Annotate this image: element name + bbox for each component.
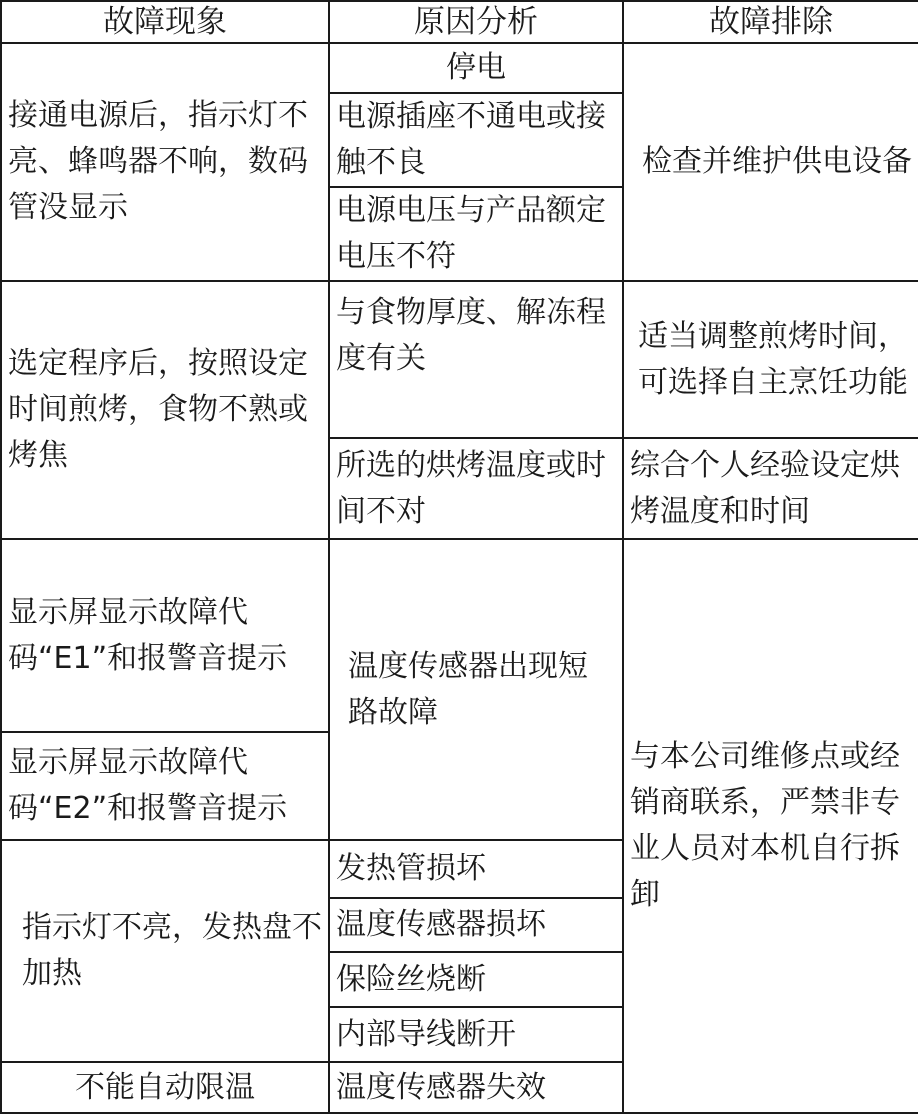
header-cause: 原因分析 xyxy=(329,1,623,43)
cause-cell: 所选的烘烤温度或时间不对 xyxy=(329,438,623,539)
table-row xyxy=(1,43,918,93)
cause-cell: 电源插座不通电或接触不良 xyxy=(329,93,623,187)
cause-cell: 温度传感器损坏 xyxy=(329,898,623,952)
header-symptom: 故障现象 xyxy=(1,1,329,43)
symptom-cell: 选定程序后，按照设定时间煎烤，食物不熟或烤焦 xyxy=(1,281,329,539)
cause-cell: 保险丝烧断 xyxy=(329,952,623,1007)
remedy-cell: 综合个人经验设定烘烤温度和时间 xyxy=(623,438,918,539)
header-row xyxy=(1,1,918,43)
symptom-cell: 显示屏显示故障代码“E1”和报警音提示 xyxy=(1,539,329,732)
symptom-cell: 接通电源后，指示灯不亮、蜂鸣器不响，数码管没显示 xyxy=(1,43,329,281)
symptom-cell: 不能自动限温 xyxy=(1,1062,329,1113)
symptom-cell: 显示屏显示故障代码“E2”和报警音提示 xyxy=(1,732,329,840)
cause-cell: 发热管损坏 xyxy=(329,840,623,898)
cause-cell: 温度传感器失效 xyxy=(329,1062,623,1113)
cause-cell: 内部导线断开 xyxy=(329,1007,623,1062)
cause-cell: 与食物厚度、解冻程度有关 xyxy=(329,281,623,438)
table-row xyxy=(1,281,918,438)
table-row xyxy=(1,539,918,732)
cause-cell: 电源电压与产品额定电压不符 xyxy=(329,187,623,281)
cause-cell: 停电 xyxy=(329,43,623,93)
remedy-cell: 适当调整煎烤时间，可选择自主烹饪功能 xyxy=(623,281,918,438)
symptom-cell: 指示灯不亮，发热盘不加热 xyxy=(1,840,329,1062)
header-remedy: 故障排除 xyxy=(623,1,918,43)
cause-cell: 温度传感器出现短路故障 xyxy=(329,539,623,840)
remedy-cell: 与本公司维修点或经销商联系，严禁非专业人员对本机自行拆卸 xyxy=(623,539,918,1113)
remedy-cell: 检查并维护供电设备 xyxy=(623,43,918,281)
